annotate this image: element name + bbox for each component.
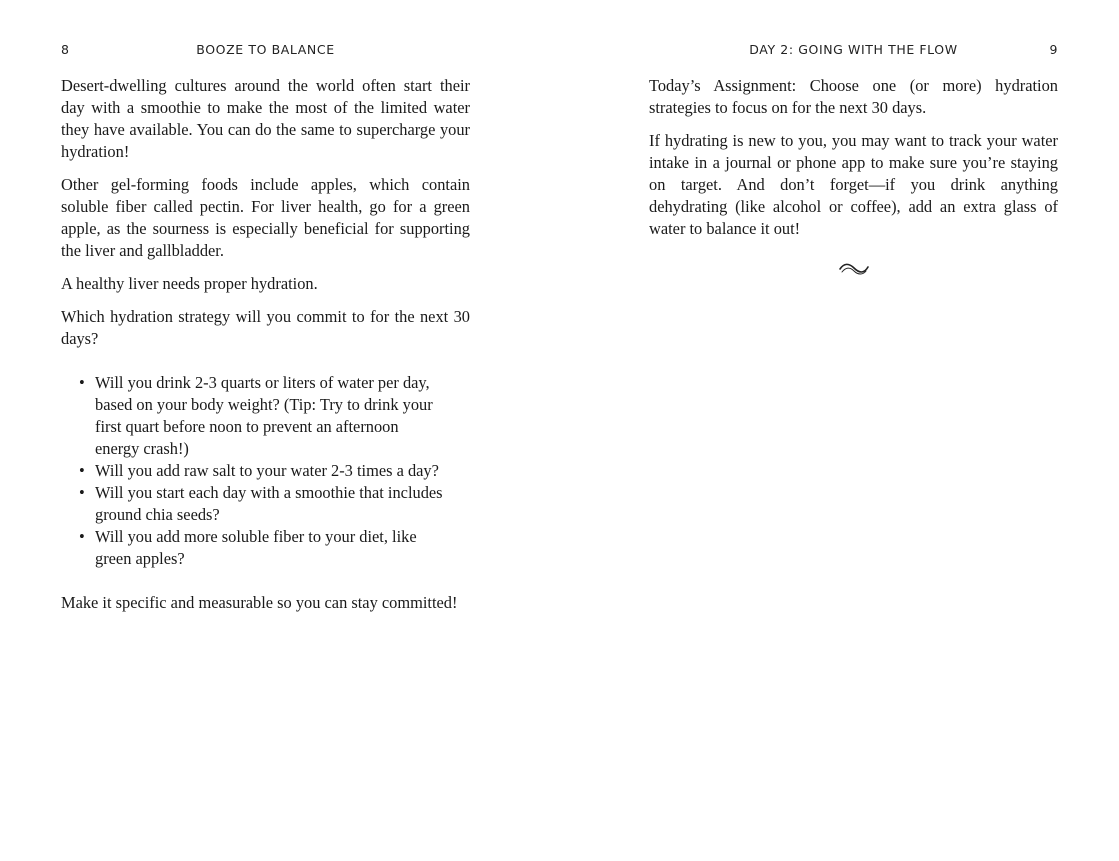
bullet-icon: • — [79, 527, 85, 546]
paragraph-gel-forming-foods: Other gel-forming foods include apples, which contain soluble fiber called pectin. For liver health, go for a green apple, as the sourness is especially beneficial for supporting the liver and gallbladder. — [61, 175, 470, 260]
left-page-body — [61, 75, 470, 625]
paragraph-question: Which hydration strategy will you commit to for the next 30 days? — [61, 307, 470, 348]
list-item — [61, 526, 446, 570]
paragraph-desert-smoothie: Desert-dwelling cultures around the world often start their day with a smoothie to make the most of the limited water they have available. You can do the same to supercharge your hydration! — [61, 76, 470, 161]
left-running-head — [61, 40, 470, 60]
list-item — [61, 460, 446, 482]
list-item — [61, 372, 446, 460]
strategy-bullet-list — [61, 372, 446, 570]
chapter-title-header: DAY 2: GOING WITH THE FLOW — [749, 42, 958, 57]
paragraph-assignment: Today’s Assignment: Choose one (or more) hydration strategies to focus on for the next 30 days. — [649, 76, 1058, 117]
tilde-flourish-icon — [649, 262, 1058, 284]
paragraph-closing: Make it specific and measurable so you can stay committed! — [61, 593, 458, 612]
book-title-header: BOOZE TO BALANCE — [196, 42, 335, 57]
bullet-icon: • — [79, 461, 85, 480]
list-item — [61, 482, 446, 526]
right-page-body — [649, 75, 1058, 251]
paragraph-tracking-tip: If hydrating is new to you, you may want to track your water intake in a journal or phone app to make sure you’re staying on target. And don’t forget—if you drink anything dehydrating (like alcohol or coffee), add an extra glass of water to balance it out! — [649, 131, 1058, 238]
left-page — [61, 0, 470, 861]
page-number-right: 9 — [1049, 42, 1058, 57]
page-number-left: 8 — [61, 42, 70, 57]
bullet-icon: • — [79, 483, 85, 502]
right-running-head — [649, 40, 1058, 60]
list-item-text: Will you start each day with a smoothie that includes ground chia seeds? — [95, 483, 443, 524]
list-item-text: Will you add raw salt to your water 2-3 times a day? — [95, 461, 439, 480]
right-page — [649, 0, 1058, 861]
bullet-icon: • — [79, 373, 85, 392]
list-item-text: Will you add more soluble fiber to your diet, like green apples? — [95, 527, 417, 568]
paragraph-healthy-liver: A healthy liver needs proper hydration. — [61, 274, 318, 293]
list-item-text: Will you drink 2-3 quarts or liters of water per day, based on your body weight? (Tip: Try to drink your first quart before noon to prevent an afternoon energy crash!) — [95, 373, 433, 458]
